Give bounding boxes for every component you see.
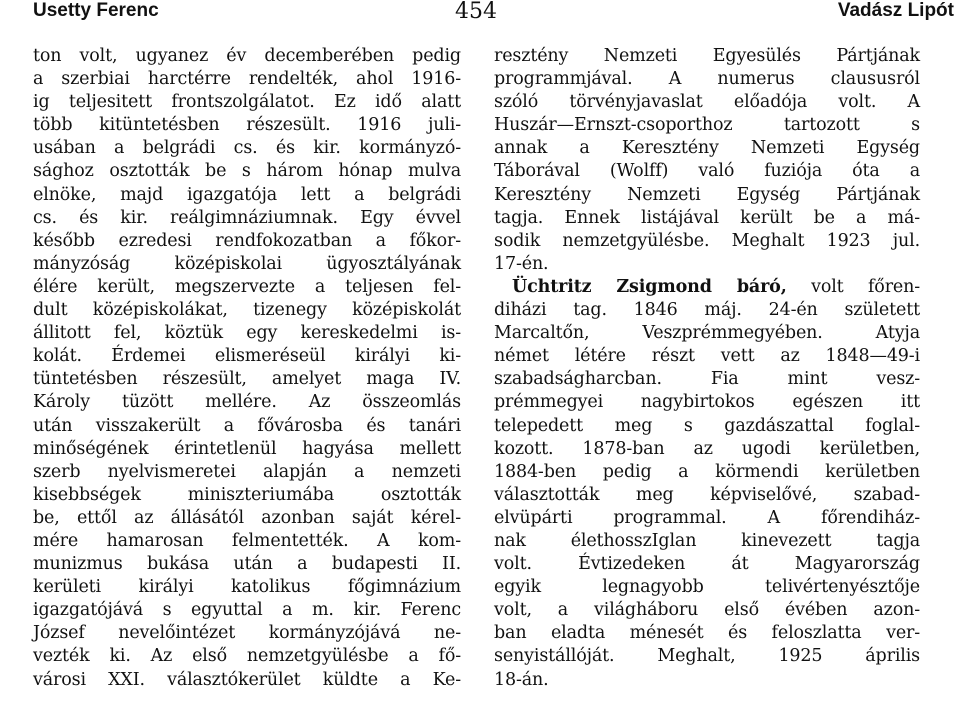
text-line: Keresztény Nemzeti Egység Pártjának [494,184,920,205]
text-line: kozott. 1878-ban az ugodi kerületben, [494,438,920,459]
text-line: cs. és kir. reálgimnáziumnak. Egy évvel [33,207,461,228]
text-line: nak élethosszIglan kinevezett tagja [494,530,920,551]
text-line: prémmegyei nagybirtokos egészen itt [494,392,920,413]
text-line: később ezredesi rendfokozatban a főkor- [33,230,461,251]
text-line: több kitüntetésben részesült. 1916 juli- [33,115,461,136]
text-line: 17-én. [494,253,549,274]
text-line: állitott fel, köztük egy kereskedelmi is- [33,323,461,344]
page-header [0,0,960,30]
text-line: kisebbségek miniszteriumába osztották [33,484,461,505]
text-line: német létére részt vett az 1848—49-i [494,346,920,367]
text-line: 1884-ben pedig a körmendi kerületben [494,461,920,482]
text-line: kerületi királyi katolikus főgimnázium [33,577,461,598]
entry-heading-line [494,276,920,299]
text-line: munizmus bukása után a budapesti II. [33,554,461,575]
text-line: igazgatójává s egyuttal a m. kir. Ferenc [33,600,461,621]
text-line: élére került, megszervezte a teljesen fel- [33,276,461,297]
text-line: Károly tüzött mellére. Az összeomlás [33,392,461,413]
entry-name: Üchtritz Zsigmond báró, [512,276,787,297]
text-line: választották meg képviselővé, szabad- [494,484,920,505]
text-line: mányzóság középiskolai ügyosztályának [33,253,461,274]
text-line: ban eladta ménesét és feloszlatta ver- [494,623,920,644]
text-line: egyik legnagyobb telivértenyésztője [494,577,920,598]
header-left-name: Usetty Ferenc [33,0,159,21]
text-line: városi XXI. választókerület küldte a Ke- [33,669,461,690]
text-line: be, ettől az állásától azonban saját kérel- [33,507,461,528]
text-line: diházi tag. 1846 máj. 24-én született [494,300,920,321]
text-line: sághoz osztották be s három hónap mulva [33,161,461,182]
header-right-name: Vadász Lipót [837,0,954,21]
text-line: elnöke, majd igazgatója lett a belgrádi [33,184,461,205]
text-line: Táborával (Wolff) való fuziója óta a [494,161,920,182]
text-line: ig teljesitett frontszolgálatot. Ez idő alatt [33,92,461,113]
text-line: kolát. Érdemei elismeréseül királyi ki- [33,346,461,367]
text-line: ton volt, ugyanez év decemberében pedig [33,46,461,66]
text-line: szabadságharcban. Fia mint vesz- [494,369,920,390]
page-number: 454 [455,0,497,24]
text-line: programmjával. A numerus claususról [494,69,920,90]
text-line: resztény Nemzeti Egyesülés Pártjának [494,46,920,66]
text-line: vezték ki. Az első nemzetgyülésbe a fő- [33,646,461,667]
text-line: senyistállóját. Meghalt, 1925 április [494,646,920,667]
right-column [494,45,920,692]
text-line: elvüpárti programmal. A főrendiház- [494,507,920,528]
text-line: volt. Évtizedeken át Magyarország [494,554,920,575]
text-line: után visszakerült a fővárosba és tanári [33,415,461,436]
text-line: Huszár—Ernszt-csoporthoz tartozott s [494,115,920,136]
text-line: usában a belgrádi cs. és kir. kormányzó- [33,138,461,159]
text-line: a szerbiai harctérre rendelték, ahol 1916- [33,69,461,90]
text-line: Marcaltőn, Veszprémmegyében. Atyja [494,323,920,344]
text-line: minőségének érintetlenül hagyása mellett [33,438,461,459]
text-line: József nevelőintézet kormányzójává ne- [33,623,461,644]
text-line: dult középiskolákat, tizenegy középiskolát [33,300,461,321]
text-line: annak a Keresztény Nemzeti Egység [494,138,920,159]
text-line: szóló törvényjavaslat előadója volt. A [494,92,920,113]
text-line: tüntetésben részesült, amelyet maga IV. [33,369,461,390]
left-column [33,45,461,692]
text-line: tagja. Ennek listájával került be a má- [494,207,920,228]
text-line: szerb nyelvismeretei alapján a nemzeti [33,461,461,482]
text-line: mére hamarosan felmentették. A kom- [33,530,461,551]
text-line: sodik nemzetgyülésbe. Meghalt 1923 jul. [494,230,920,251]
text-line: 18-án. [494,669,549,690]
text-line: telepedett meg s gazdászattal foglal- [494,415,920,436]
entry-heading-rest: volt főren- [786,276,920,297]
text-line: volt, a világháboru első évében azon- [494,600,920,621]
